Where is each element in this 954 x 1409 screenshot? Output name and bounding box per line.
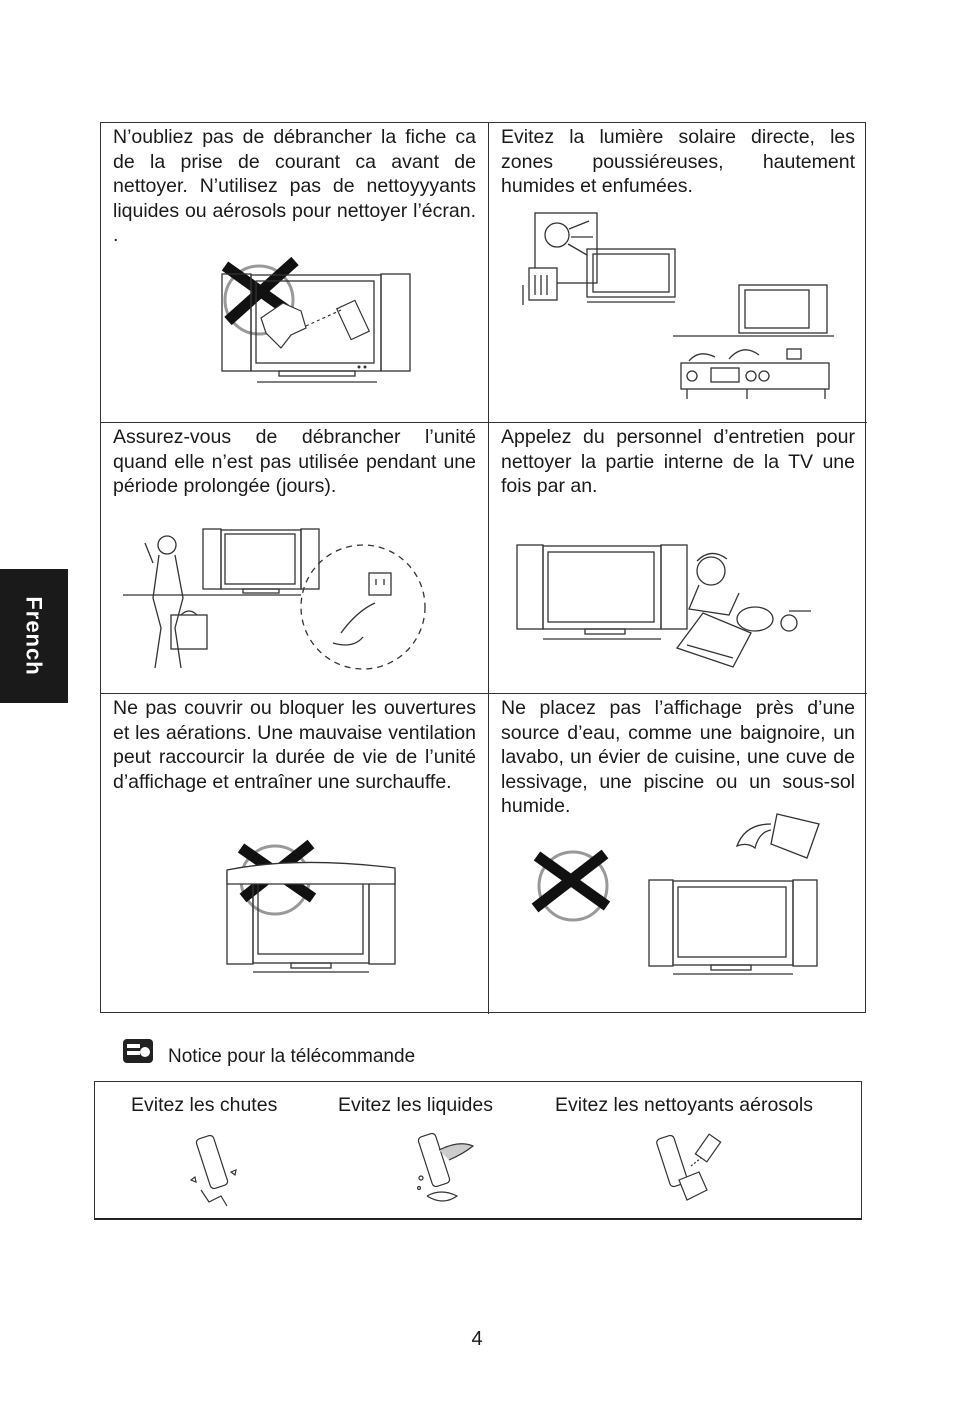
cell-text: Ne placez pas l’affichage près d’une source d’eau, comme une baignoire, un lavabo, un évier de cuisine, une cuve de lessivage, une piscine ou un sous-sol humide. [501, 697, 855, 817]
tv-icon [649, 880, 817, 974]
kitchen-tv-icon [673, 285, 834, 336]
remote-item-label: Evitez les chutes [131, 1094, 278, 1116]
covered-tv-illustration [101, 694, 489, 1014]
remote-drop-icon [181, 1130, 251, 1210]
cell-call-service [489, 423, 867, 694]
tv-icon [517, 545, 687, 639]
technician-illustration [489, 423, 867, 694]
cell-ventilation [101, 694, 489, 1014]
sun-kitchen-illustration [489, 123, 867, 423]
cell-text: Ne pas couvrir ou bloquer les ouvertures et les aérations. Une mauvaise ventilation peut raccourcir la durée de vie de l’unité d’affichage et entraîner une surchauffe. [113, 697, 476, 793]
water-tv-illustration [489, 694, 867, 1014]
remote-notice-title: Notice pour la télécommande [168, 1046, 416, 1067]
woman-with-suitcase-icon [145, 536, 207, 668]
remote-liquid-icon [411, 1130, 481, 1214]
heater-icon [523, 268, 557, 305]
water-bucket-icon [737, 814, 819, 858]
cell-unplug-long-period [101, 423, 489, 694]
cell-water-source [489, 694, 867, 1014]
cell-avoid-sunlight [489, 123, 867, 423]
language-tab [0, 569, 68, 703]
language-label: French [22, 596, 48, 676]
prohibited-icon [535, 852, 607, 920]
cell-unplug-before-cleaning [101, 123, 489, 423]
remote-item-label: Evitez les liquides [338, 1094, 493, 1116]
cell-text: Appelez du personnel d’entretien pour nettoyer la partie interne de la TV une fois par an. [501, 426, 855, 497]
remote-notice-header [122, 1036, 415, 1066]
cloth-icon [261, 303, 306, 348]
traveler-unplug-illustration [101, 423, 489, 694]
remote-notice-icon [122, 1038, 154, 1064]
power-outlet-icon [301, 545, 425, 669]
opened-tv-panel-icon [677, 613, 751, 667]
technician-icon [689, 553, 739, 615]
remote-aerosol-icon [653, 1130, 733, 1206]
tv-cleaning-illustration [101, 123, 489, 423]
page-number: 4 [471, 1328, 483, 1350]
remote-item-label: Evitez les nettoyants aérosols [555, 1094, 813, 1116]
spray-can-icon [306, 300, 369, 339]
tv-icon [587, 249, 675, 302]
tv-icon [203, 529, 319, 593]
cell-text: Assurez-vous de débrancher l’unité quand elle n’est pas utilisée pendant une période prolongée (jours). [113, 426, 476, 497]
cell-text: N’oubliez pas de débrancher la fiche ca de la prise de courant ca avant de nettoyer. N’utilisez pas de nettoyyyants liquides ou aérosols pour nettoyer l’écran. . [113, 126, 476, 246]
remote-care-box [94, 1081, 862, 1220]
safety-grid [100, 122, 866, 1013]
cell-text: Evitez la lumière solaire directe, les zones poussiéreuses, hautement humides et enfumées. [501, 126, 855, 197]
vacuum-icon [737, 607, 811, 631]
cover-cloth-icon [227, 862, 395, 884]
stove-icon [681, 349, 829, 399]
